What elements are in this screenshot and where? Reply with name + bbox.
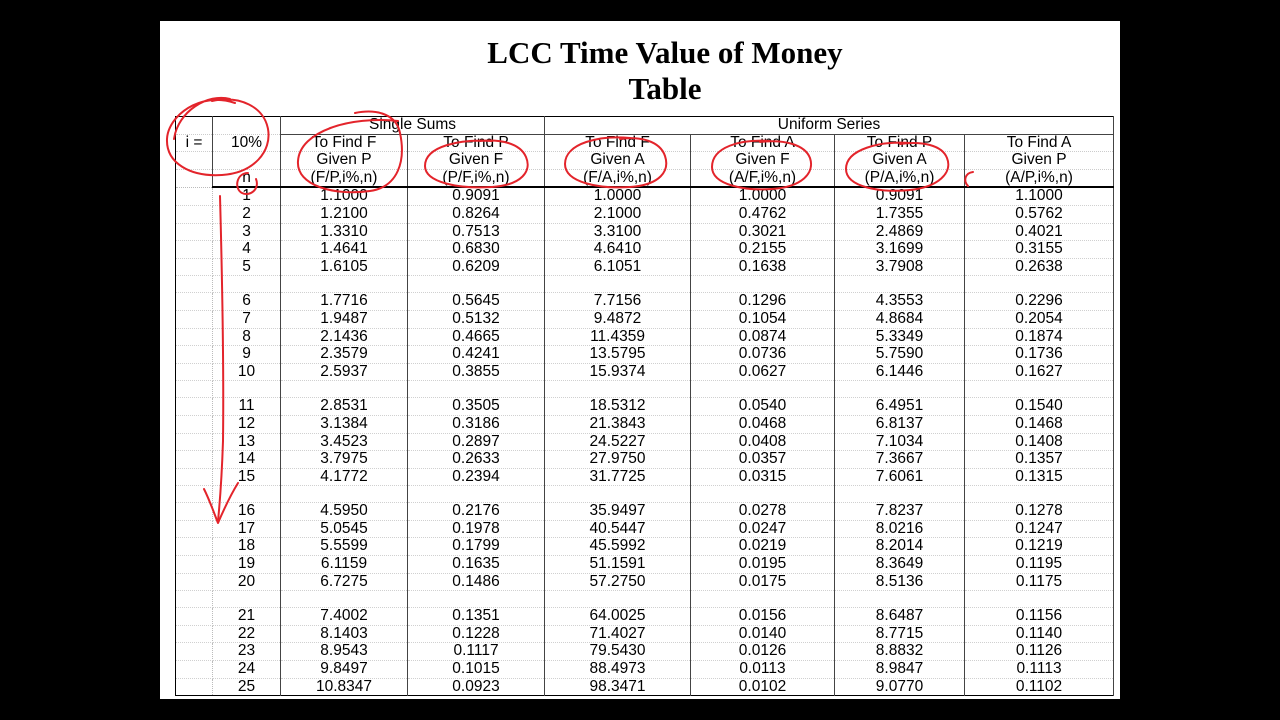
factor-cell: 0.2394 [408, 468, 545, 486]
col-header-find: To Find P [835, 134, 965, 152]
factor-cell: 0.1638 [691, 258, 835, 276]
table-row [176, 293, 1114, 311]
factor-cell: 0.9091 [835, 187, 965, 205]
factor-cell: 0.8264 [408, 205, 545, 223]
period-cell: 23 [213, 643, 281, 661]
factor-cell: 45.5992 [545, 538, 691, 556]
factor-cell: 0.0247 [691, 520, 835, 538]
factor-cell: 1.0000 [691, 187, 835, 205]
factor-cell: 0.1054 [691, 310, 835, 328]
period-cell: 14 [213, 451, 281, 469]
factor-cell: 3.7975 [281, 451, 408, 469]
factor-cell: 98.3471 [545, 678, 691, 696]
factor-cell: 0.0156 [691, 608, 835, 626]
factor-cell: 3.7908 [835, 258, 965, 276]
factor-cell: 0.3855 [408, 363, 545, 381]
factor-cell: 24.5227 [545, 433, 691, 451]
table-row [176, 538, 1114, 556]
spacer-row [176, 381, 1114, 398]
factor-cell: 0.2176 [408, 503, 545, 521]
factor-cell: 0.2155 [691, 241, 835, 259]
period-cell: 15 [213, 468, 281, 486]
period-cell: 20 [213, 573, 281, 591]
factor-cell: 8.6487 [835, 608, 965, 626]
table-row [176, 608, 1114, 626]
factor-cell: 0.0315 [691, 468, 835, 486]
factor-cell: 10.8347 [281, 678, 408, 696]
table-row [176, 363, 1114, 381]
factor-cell: 0.7513 [408, 223, 545, 241]
period-cell: 3 [213, 223, 281, 241]
factor-cell: 2.3579 [281, 346, 408, 364]
table-row [176, 205, 1114, 223]
period-cell: 24 [213, 661, 281, 679]
table-row [176, 187, 1114, 205]
factor-cell: 6.4951 [835, 398, 965, 416]
table-row [176, 643, 1114, 661]
factor-cell: 0.1195 [965, 556, 1114, 574]
table-row [176, 258, 1114, 276]
factor-cell: 6.8137 [835, 415, 965, 433]
given-header-row [176, 152, 1114, 170]
factor-cell: 1.0000 [545, 187, 691, 205]
factor-cell: 57.2750 [545, 573, 691, 591]
factor-cell: 0.1874 [965, 328, 1114, 346]
factor-cell: 0.1408 [965, 433, 1114, 451]
table-row [176, 503, 1114, 521]
period-cell: 8 [213, 328, 281, 346]
table-row [176, 625, 1114, 643]
group-single-sums: Single Sums [281, 117, 545, 135]
factor-cell: 0.2897 [408, 433, 545, 451]
factor-cell: 0.2638 [965, 258, 1114, 276]
factor-cell: 1.1000 [965, 187, 1114, 205]
factor-cell: 0.1140 [965, 625, 1114, 643]
factor-cell: 1.3310 [281, 223, 408, 241]
factor-cell: 6.1051 [545, 258, 691, 276]
period-cell: 11 [213, 398, 281, 416]
factor-cell: 0.0357 [691, 451, 835, 469]
table-row [176, 415, 1114, 433]
factor-cell: 0.0874 [691, 328, 835, 346]
factor-cell: 0.1113 [965, 661, 1114, 679]
factor-cell: 0.0408 [691, 433, 835, 451]
table-row [176, 678, 1114, 696]
factor-cell: 1.7355 [835, 205, 965, 223]
factor-cell: 0.0540 [691, 398, 835, 416]
factor-cell: 0.1540 [965, 398, 1114, 416]
factor-cell: 51.1591 [545, 556, 691, 574]
title-line-1: LCC Time Value of Money [487, 35, 843, 70]
factor-cell: 2.4869 [835, 223, 965, 241]
factor-cell: 0.0923 [408, 678, 545, 696]
factor-cell: 88.4973 [545, 661, 691, 679]
table-row [176, 398, 1114, 416]
factor-cell: 6.1446 [835, 363, 965, 381]
period-cell: 4 [213, 241, 281, 259]
factor-cell: 0.0195 [691, 556, 835, 574]
factor-cell: 4.5950 [281, 503, 408, 521]
period-cell: 16 [213, 503, 281, 521]
factor-cell: 0.3155 [965, 241, 1114, 259]
period-cell: 21 [213, 608, 281, 626]
factor-cell: 9.0770 [835, 678, 965, 696]
period-cell: 10 [213, 363, 281, 381]
factor-cell: 0.1175 [965, 573, 1114, 591]
table-row [176, 468, 1114, 486]
factor-cell: 0.0468 [691, 415, 835, 433]
interest-factor-table [175, 116, 1114, 696]
factor-cell: 8.7715 [835, 625, 965, 643]
factor-cell: 71.4027 [545, 625, 691, 643]
col-header-find: To Find A [691, 134, 835, 152]
factor-cell: 0.6209 [408, 258, 545, 276]
factor-cell: 5.5599 [281, 538, 408, 556]
factor-cell: 7.6061 [835, 468, 965, 486]
col-header-find: To Find A [965, 134, 1114, 152]
col-header-factor: (F/P,i%,n) [281, 169, 408, 187]
table-row [176, 556, 1114, 574]
factor-cell: 0.1219 [965, 538, 1114, 556]
factor-cell: 5.3349 [835, 328, 965, 346]
factor-cell: 0.1486 [408, 573, 545, 591]
factor-cell: 8.9543 [281, 643, 408, 661]
factor-cell: 8.0216 [835, 520, 965, 538]
factor-cell: 0.5132 [408, 310, 545, 328]
factor-cell: 0.0113 [691, 661, 835, 679]
factor-cell: 0.0102 [691, 678, 835, 696]
factor-cell: 0.0175 [691, 573, 835, 591]
col-header-given: Given F [691, 152, 835, 170]
page-title [160, 35, 1120, 107]
spacer-row [176, 591, 1114, 608]
factor-cell: 1.2100 [281, 205, 408, 223]
factor-cell: 0.1117 [408, 643, 545, 661]
factor-cell: 0.1468 [965, 415, 1114, 433]
table-row [176, 661, 1114, 679]
factor-cell: 18.5312 [545, 398, 691, 416]
factor-cell: 8.8832 [835, 643, 965, 661]
period-cell: 2 [213, 205, 281, 223]
factor-cell: 0.1799 [408, 538, 545, 556]
factor-cell: 6.1159 [281, 556, 408, 574]
factor-cell: 0.3505 [408, 398, 545, 416]
factor-cell: 8.1403 [281, 625, 408, 643]
factor-cell: 0.1978 [408, 520, 545, 538]
factor-cell: 13.5795 [545, 346, 691, 364]
col-header-factor: (A/F,i%,n) [691, 169, 835, 187]
factor-cell: 0.1315 [965, 468, 1114, 486]
factor-cell: 3.4523 [281, 433, 408, 451]
factor-cell: 31.7725 [545, 468, 691, 486]
table-row [176, 573, 1114, 591]
spacer-row [176, 276, 1114, 293]
factor-cell: 0.1015 [408, 661, 545, 679]
factor-cell: 7.7156 [545, 293, 691, 311]
factor-cell: 0.1351 [408, 608, 545, 626]
period-cell: 13 [213, 433, 281, 451]
table-row [176, 433, 1114, 451]
table-row [176, 451, 1114, 469]
col-header-given: Given F [408, 152, 545, 170]
table-row [176, 241, 1114, 259]
factor-cell: 8.9847 [835, 661, 965, 679]
factor-cell: 0.4665 [408, 328, 545, 346]
factor-cell: 4.6410 [545, 241, 691, 259]
factor-cell: 7.3667 [835, 451, 965, 469]
factor-cell: 8.5136 [835, 573, 965, 591]
factor-cell: 1.7716 [281, 293, 408, 311]
col-header-given: Given A [835, 152, 965, 170]
col-header-find: To Find F [545, 134, 691, 152]
col-header-find: To Find F [281, 134, 408, 152]
factor-cell: 64.0025 [545, 608, 691, 626]
find-header-row [176, 134, 1114, 152]
period-cell: 25 [213, 678, 281, 696]
title-line-2: Table [628, 71, 702, 106]
factor-cell: 0.1247 [965, 520, 1114, 538]
group-header-row [176, 117, 1114, 135]
factor-cell: 21.3843 [545, 415, 691, 433]
factor-cell: 0.2633 [408, 451, 545, 469]
factor-cell: 0.1278 [965, 503, 1114, 521]
factor-cell: 0.1296 [691, 293, 835, 311]
factor-cell: 0.6830 [408, 241, 545, 259]
col-header-factor: (A/P,i%,n) [965, 169, 1114, 187]
factor-cell: 79.5430 [545, 643, 691, 661]
factor-cell: 7.4002 [281, 608, 408, 626]
factor-cell: 35.9497 [545, 503, 691, 521]
factor-cell: 0.0736 [691, 346, 835, 364]
period-cell: 19 [213, 556, 281, 574]
table-row [176, 328, 1114, 346]
period-cell: 7 [213, 310, 281, 328]
period-cell: 9 [213, 346, 281, 364]
table-row [176, 223, 1114, 241]
factor-cell: 15.9374 [545, 363, 691, 381]
factor-cell: 4.3553 [835, 293, 965, 311]
period-label: n [213, 169, 281, 187]
factor-cell: 0.1156 [965, 608, 1114, 626]
factor-cell: 0.0219 [691, 538, 835, 556]
factor-cell: 7.1034 [835, 433, 965, 451]
factor-cell: 9.4872 [545, 310, 691, 328]
table-row [176, 346, 1114, 364]
factor-cell: 0.0627 [691, 363, 835, 381]
factor-cell: 4.1772 [281, 468, 408, 486]
group-uniform-series: Uniform Series [545, 117, 1114, 135]
period-cell: 18 [213, 538, 281, 556]
factor-cell: 0.1228 [408, 625, 545, 643]
factor-cell: 2.5937 [281, 363, 408, 381]
factor-cell: 0.0126 [691, 643, 835, 661]
col-header-given: Given P [281, 152, 408, 170]
factor-cell: 0.0278 [691, 503, 835, 521]
col-header-factor: (F/A,i%,n) [545, 169, 691, 187]
factor-cell: 4.8684 [835, 310, 965, 328]
factor-cell: 40.5447 [545, 520, 691, 538]
factor-cell: 9.8497 [281, 661, 408, 679]
slide [160, 21, 1120, 699]
period-cell: 17 [213, 520, 281, 538]
table-row [176, 520, 1114, 538]
table-row [176, 310, 1114, 328]
factor-cell: 8.3649 [835, 556, 965, 574]
col-header-factor: (P/A,i%,n) [835, 169, 965, 187]
spacer-row [176, 486, 1114, 503]
factor-cell: 0.2054 [965, 310, 1114, 328]
factor-cell: 7.8237 [835, 503, 965, 521]
factor-cell: 0.1635 [408, 556, 545, 574]
factor-cell: 5.0545 [281, 520, 408, 538]
col-header-find: To Find P [408, 134, 545, 152]
factor-cell: 0.3186 [408, 415, 545, 433]
factor-cell: 3.3100 [545, 223, 691, 241]
factor-cell: 0.4021 [965, 223, 1114, 241]
factor-cell: 2.1436 [281, 328, 408, 346]
factor-cell: 0.1126 [965, 643, 1114, 661]
period-cell: 5 [213, 258, 281, 276]
factor-cell: 0.4241 [408, 346, 545, 364]
rate-value: 10% [213, 134, 281, 152]
factor-cell: 0.4762 [691, 205, 835, 223]
factor-cell: 0.1102 [965, 678, 1114, 696]
factor-cell: 11.4359 [545, 328, 691, 346]
factor-cell: 5.7590 [835, 346, 965, 364]
factor-cell: 0.9091 [408, 187, 545, 205]
factor-cell: 0.5762 [965, 205, 1114, 223]
col-header-factor: (P/F,i%,n) [408, 169, 545, 187]
factor-cell: 1.9487 [281, 310, 408, 328]
factor-cell: 6.7275 [281, 573, 408, 591]
period-cell: 1 [213, 187, 281, 205]
period-cell: 22 [213, 625, 281, 643]
factor-cell: 8.2014 [835, 538, 965, 556]
col-header-given: Given P [965, 152, 1114, 170]
factor-cell: 0.5645 [408, 293, 545, 311]
period-cell: 6 [213, 293, 281, 311]
col-header-given: Given A [545, 152, 691, 170]
factor-cell: 0.1736 [965, 346, 1114, 364]
factor-header-row [176, 169, 1114, 187]
factor-cell: 2.1000 [545, 205, 691, 223]
factor-cell: 0.3021 [691, 223, 835, 241]
factor-cell: 3.1699 [835, 241, 965, 259]
factor-cell: 1.6105 [281, 258, 408, 276]
factor-cell: 2.8531 [281, 398, 408, 416]
factor-cell: 27.9750 [545, 451, 691, 469]
factor-cell: 0.1627 [965, 363, 1114, 381]
factor-cell: 0.0140 [691, 625, 835, 643]
table-body [176, 187, 1114, 695]
factor-cell: 1.1000 [281, 187, 408, 205]
factor-cell: 0.1357 [965, 451, 1114, 469]
factor-cell: 3.1384 [281, 415, 408, 433]
period-cell: 12 [213, 415, 281, 433]
rate-label: i = [176, 134, 213, 152]
factor-cell: 0.2296 [965, 293, 1114, 311]
factor-cell: 1.4641 [281, 241, 408, 259]
